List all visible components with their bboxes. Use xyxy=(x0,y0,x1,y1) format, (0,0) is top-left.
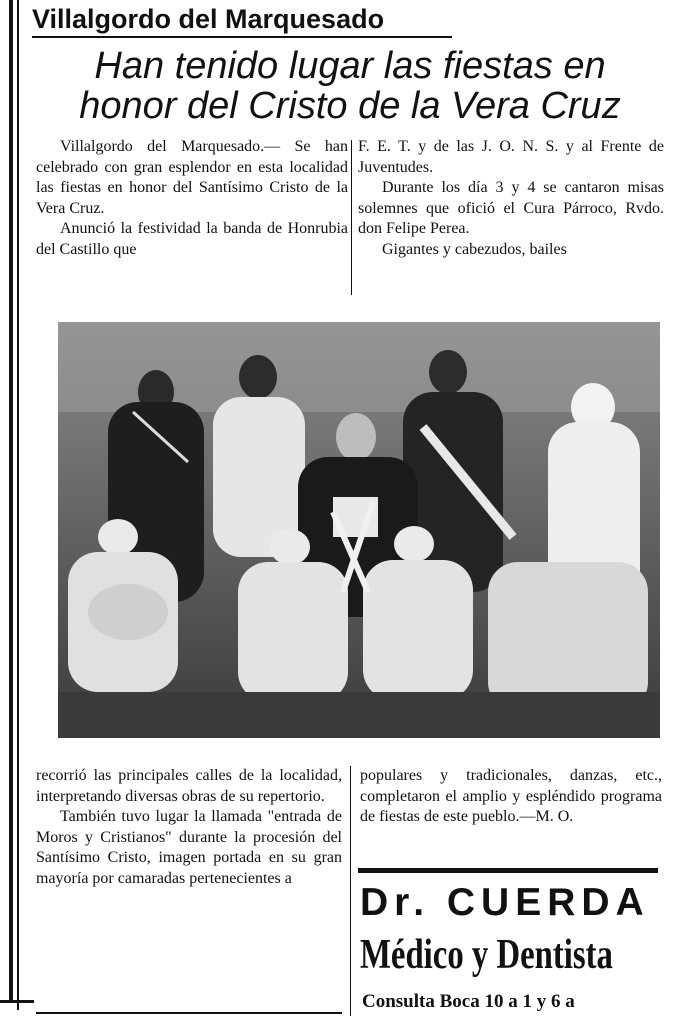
photo-image xyxy=(58,322,660,738)
paragraph: populares y tradicionales, danzas, etc., completaron el amplio y espléndido programa de fiestas de este pueblo.—M. O. xyxy=(360,767,662,825)
group-photograph xyxy=(58,322,660,738)
paragraph: Gigantes y cabezudos, bailes xyxy=(382,240,567,258)
advertisement-hours: Consulta Boca 10 a 1 y 6 a xyxy=(362,991,575,1012)
paragraph: También tuvo lugar la llamada "entrada de Moros y Cristianos" durante la procesión del Santísimo Cristo, imagen portada en su gran mayoría por camaradas pertenecientes a xyxy=(36,808,342,887)
article-column-top-left xyxy=(36,137,348,302)
paragraph: recorrió las principales calles de la localidad, interpretando diversas obras de su repertorio. xyxy=(36,767,342,805)
section-heading: Villalgordo del Marquesado xyxy=(32,2,452,38)
advertisement-profession: Médico y Dentista xyxy=(360,932,613,978)
left-margin-rule xyxy=(9,0,13,1000)
headline-line-1: Han tenido lugar las fiestas en xyxy=(94,45,606,87)
paragraph: Anunció la festividad la banda de Honrubia del Castillo que xyxy=(36,220,348,258)
article-headline xyxy=(30,46,670,126)
article-column-bottom-right xyxy=(360,766,662,866)
paragraph: Durante los día 3 y 4 se cantaron misas solemnes que ofició el Cura Párroco, Rvdo. don Felipe Perea. xyxy=(358,179,664,237)
advertisement-name: Dr. CUERDA xyxy=(360,881,650,924)
article-column-top-right xyxy=(358,137,664,302)
column-divider xyxy=(350,766,351,1016)
paragraph: Villalgordo del Marquesado.— Se han celebrado con gran esplendor en esta localidad las fiestas en honor del Santísimo Cristo de la Vera Cruz. xyxy=(36,138,348,217)
bottom-rule xyxy=(0,1000,34,1003)
left-margin-rule-thin xyxy=(17,0,19,1010)
column-divider xyxy=(351,140,352,295)
bottom-rule xyxy=(36,1012,342,1014)
advertisement-top-rule xyxy=(358,868,658,873)
article-column-bottom-left xyxy=(36,766,342,1004)
paragraph: F. E. T. y de las J. O. N. S. y al Frente de Juventudes. xyxy=(358,138,664,176)
headline-line-2: honor del Cristo de la Vera Cruz xyxy=(79,85,621,127)
